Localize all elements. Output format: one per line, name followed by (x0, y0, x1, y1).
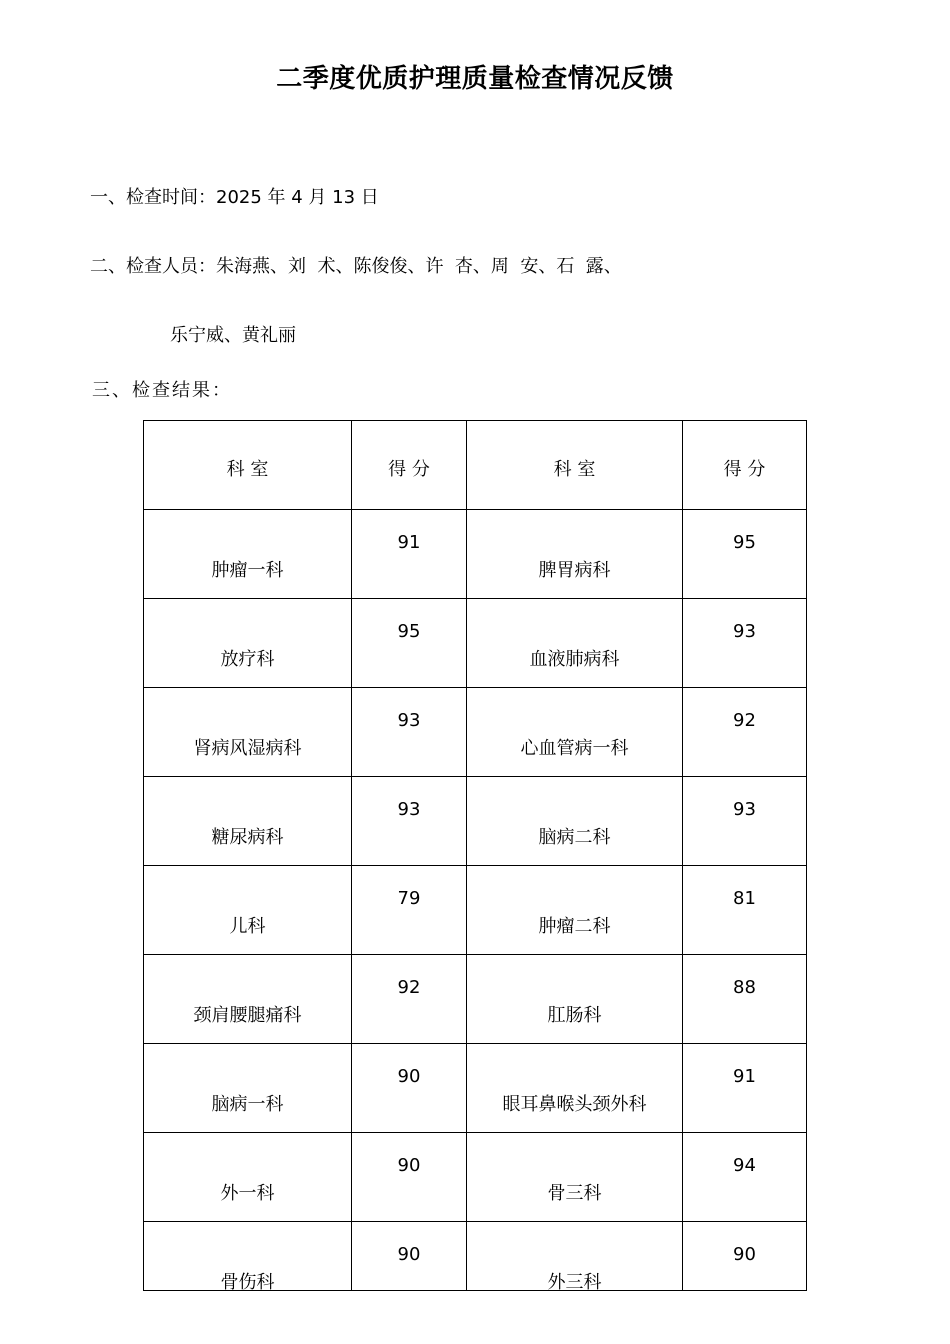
table-cell (352, 955, 467, 1044)
inspectors-line-1: 二、检查人员：朱海燕、刘 术、陈俊俊、许 杏、周 安、石 露、 (90, 256, 622, 277)
table-cell (352, 599, 467, 688)
department-name: 颈肩腰腿痛科 (193, 1005, 302, 1026)
table-cell (467, 955, 683, 1044)
header-cell (144, 421, 352, 510)
table-cell (352, 510, 467, 599)
table-cell (683, 1133, 807, 1222)
table-row (144, 510, 807, 599)
table-row (144, 599, 807, 688)
table-cell (352, 866, 467, 955)
table-cell (352, 1222, 467, 1291)
table-row (144, 777, 807, 866)
table-cell (467, 777, 683, 866)
table-cell (683, 777, 807, 866)
department-name: 脾胃病科 (538, 560, 611, 581)
department-name: 脑病一科 (211, 1094, 284, 1115)
table-row (144, 866, 807, 955)
table-cell (144, 1133, 352, 1222)
inspectors-line-2: 乐宁威、黄礼丽 (170, 325, 296, 346)
score-value: 95 (397, 621, 421, 642)
table-cell (352, 688, 467, 777)
table-row (144, 955, 807, 1044)
table-cell (144, 866, 352, 955)
table-cell (683, 510, 807, 599)
score-value: 92 (397, 977, 421, 998)
score-value: 81 (733, 888, 756, 909)
header-dept-1: 科 室 (226, 459, 269, 480)
score-value: 95 (733, 532, 756, 553)
score-value: 88 (733, 977, 756, 998)
table-row (144, 1133, 807, 1222)
table-cell (352, 777, 467, 866)
table-cell (683, 688, 807, 777)
table-cell (683, 599, 807, 688)
department-name: 骨三科 (547, 1183, 602, 1204)
score-value: 90 (397, 1066, 421, 1087)
department-name: 外一科 (220, 1183, 275, 1204)
table-cell (467, 1222, 683, 1291)
department-name: 肿瘤二科 (538, 916, 611, 937)
department-name: 放疗科 (220, 649, 275, 670)
department-name: 肾病风湿病科 (193, 738, 302, 759)
header-score-2: 得 分 (723, 459, 766, 480)
header-score-1: 得 分 (388, 459, 430, 480)
table-cell (467, 1133, 683, 1222)
table-cell (144, 688, 352, 777)
department-name: 糖尿病科 (211, 827, 284, 848)
score-value: 93 (733, 621, 756, 642)
score-value: 94 (733, 1155, 756, 1176)
table-cell (144, 955, 352, 1044)
department-name: 眼耳鼻喉头颈外科 (502, 1094, 647, 1115)
table-cell (683, 1044, 807, 1133)
header-cell (683, 421, 807, 510)
results-table (143, 420, 807, 1291)
table-cell (467, 510, 683, 599)
score-value: 79 (397, 888, 421, 909)
table-row (144, 1222, 807, 1291)
check-time: 一、检查时间：2025 年 4 月 13 日 (90, 187, 379, 208)
table-cell (144, 510, 352, 599)
department-name: 儿科 (229, 916, 266, 937)
table-row (144, 688, 807, 777)
score-value: 91 (733, 1066, 756, 1087)
table-cell (467, 1044, 683, 1133)
table-cell (467, 866, 683, 955)
header-cell (467, 421, 683, 510)
score-value: 90 (397, 1155, 421, 1176)
table-cell (144, 1222, 352, 1291)
table-cell (683, 955, 807, 1044)
department-name: 外三科 (547, 1272, 602, 1293)
score-value: 93 (397, 710, 421, 731)
table-cell (352, 1044, 467, 1133)
table-cell (352, 1133, 467, 1222)
table-cell (467, 599, 683, 688)
table-cell (683, 866, 807, 955)
table-cell (144, 777, 352, 866)
table-cell (683, 1222, 807, 1291)
table-cell (467, 688, 683, 777)
header-dept-2: 科 室 (553, 459, 596, 480)
score-value: 92 (733, 710, 756, 731)
results-label: 三、检查结果： (92, 380, 232, 401)
department-name: 血液肺病科 (529, 649, 620, 670)
table-cell (144, 599, 352, 688)
score-value: 93 (733, 799, 756, 820)
department-name: 肛肠科 (547, 1005, 602, 1026)
score-value: 93 (397, 799, 421, 820)
department-name: 心血管病一科 (520, 738, 629, 759)
score-value: 91 (397, 532, 421, 553)
department-name: 肿瘤一科 (211, 560, 284, 581)
header-cell (352, 421, 467, 510)
department-name: 骨伤科 (220, 1272, 275, 1293)
page-title: 二季度优质护理质量检查情况反馈 (276, 64, 674, 94)
table-header-row (144, 421, 807, 510)
table-row (144, 1044, 807, 1133)
department-name: 脑病二科 (538, 827, 611, 848)
score-value: 90 (733, 1244, 756, 1265)
score-value: 90 (397, 1244, 421, 1265)
table-cell (144, 1044, 352, 1133)
